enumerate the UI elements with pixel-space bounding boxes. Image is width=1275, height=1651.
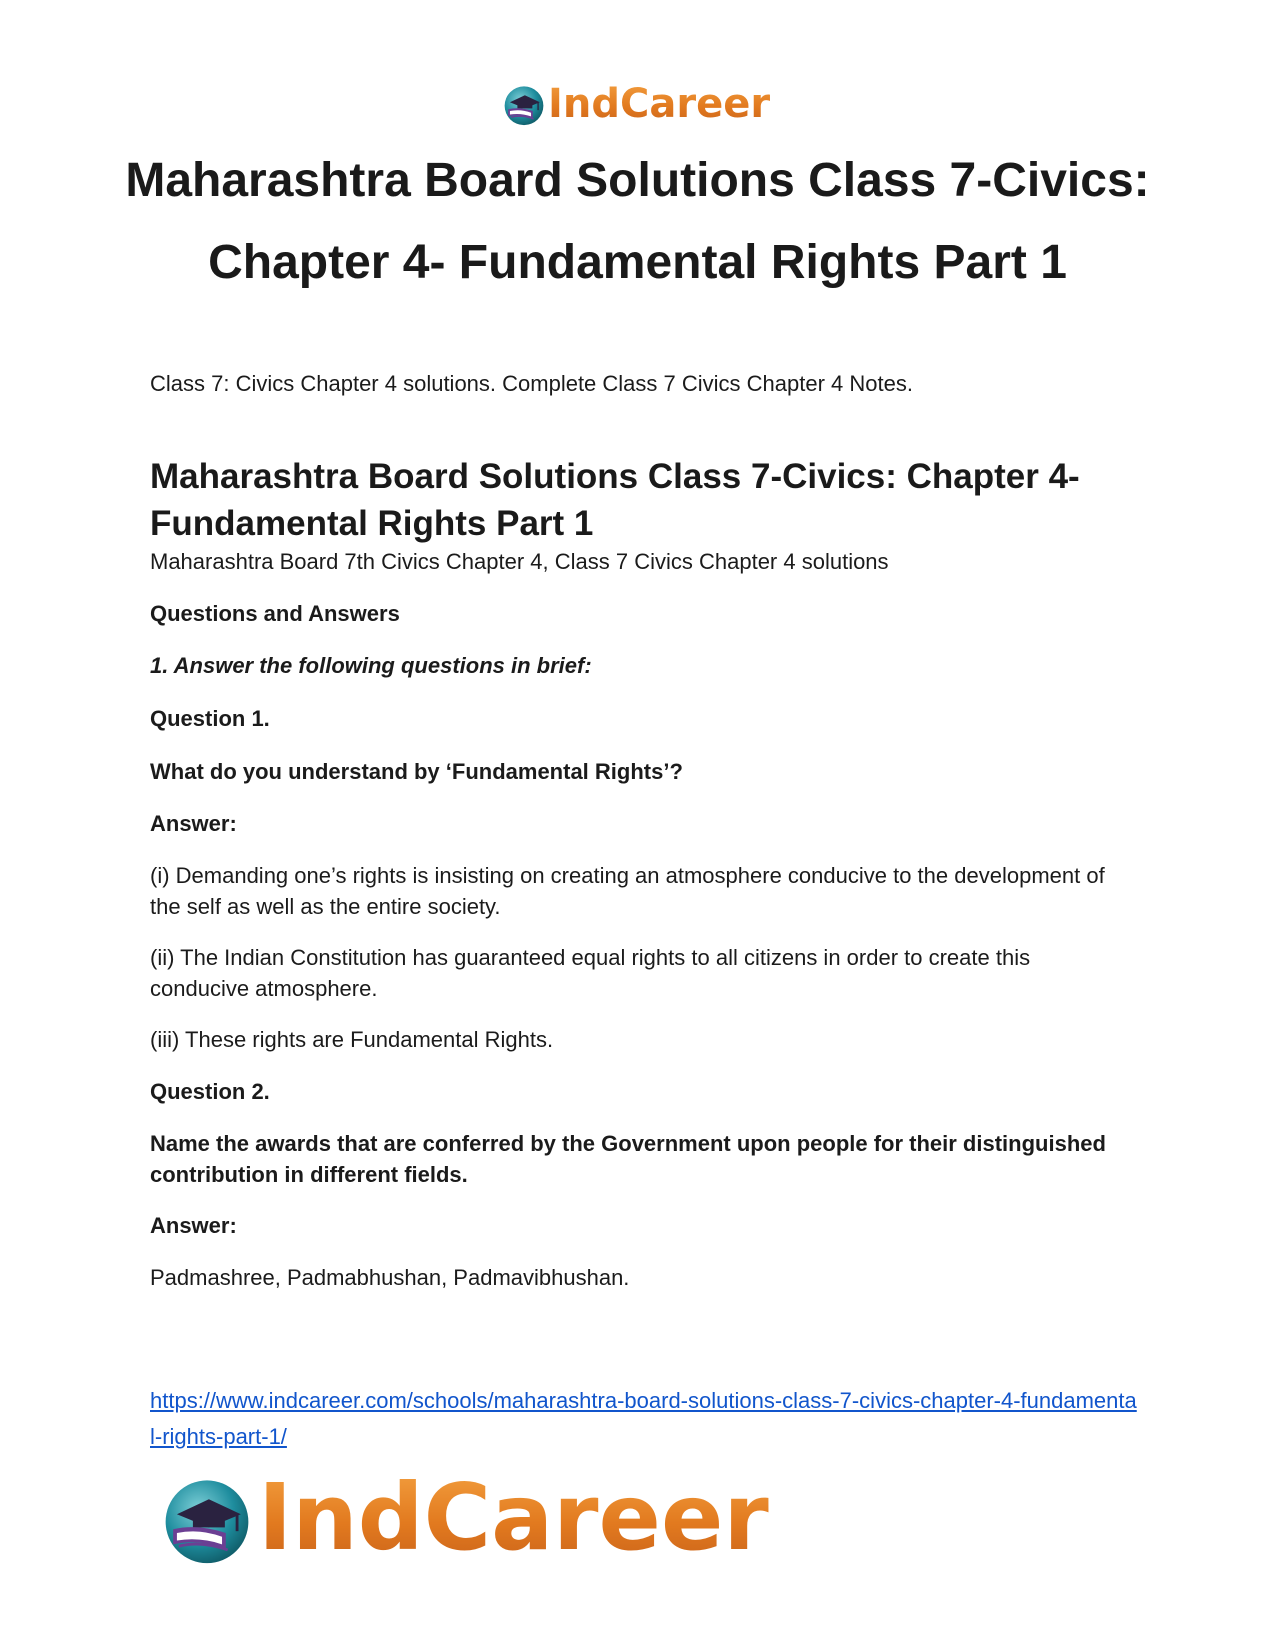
page-title: Maharashtra Board Solutions Class 7-Civics: Chapter 4- Fundamental Rights Part 1 <box>125 154 1150 289</box>
answer-1-point-3: (iii) These rights are Fundamental Rights. <box>150 1027 554 1052</box>
section-heading: Maharashtra Board Solutions Class 7-Civics: Chapter 4- Fundamental Rights Part 1 <box>150 457 1080 543</box>
section-label: Questions and Answers <box>150 601 400 626</box>
graduation-cap-book-globe-icon <box>160 1471 254 1565</box>
graduation-cap-book-globe-icon <box>502 82 546 126</box>
footer-logo[interactable] <box>160 1466 769 1570</box>
question-1-label: Question 1. <box>150 706 270 731</box>
answer-1-point-2: (ii) The Indian Constitution has guaranteed equal rights to all citizens in order to create this conducive atmosphere. <box>150 945 1031 1001</box>
subline-text: Maharashtra Board 7th Civics Chapter 4, Class 7 Civics Chapter 4 solutions <box>150 549 889 574</box>
question-2-text: Name the awards that are conferred by the Government upon people for their distinguished contribution in different fields. <box>150 1131 1106 1187</box>
brand-name: IndCareer <box>548 81 771 127</box>
answer-1-label: Answer: <box>150 811 237 836</box>
question-2-label: Question 2. <box>150 1079 270 1104</box>
instruction-text: 1. Answer the following questions in brief: <box>150 653 592 678</box>
answer-2-text: Padmashree, Padmabhushan, Padmavibhushan. <box>150 1265 630 1290</box>
answer-1-point-1: (i) Demanding one’s rights is insisting on creating an atmosphere conducive to the development of the self as well as the entire society. <box>150 863 1105 919</box>
brand-name: IndCareer <box>258 1464 769 1571</box>
question-1-text: What do you understand by ‘Fundamental Rights’? <box>150 759 683 784</box>
source-link[interactable]: https://www.indcareer.com/schools/maharashtra-board-solutions-class-7-civics-chapter-4-fundamental-rights-part-1/ <box>150 1388 1137 1449</box>
header-logo[interactable] <box>502 78 770 130</box>
answer-2-label: Answer: <box>150 1213 237 1238</box>
intro-text: Class 7: Civics Chapter 4 solutions. Complete Class 7 Civics Chapter 4 Notes. <box>150 371 913 396</box>
